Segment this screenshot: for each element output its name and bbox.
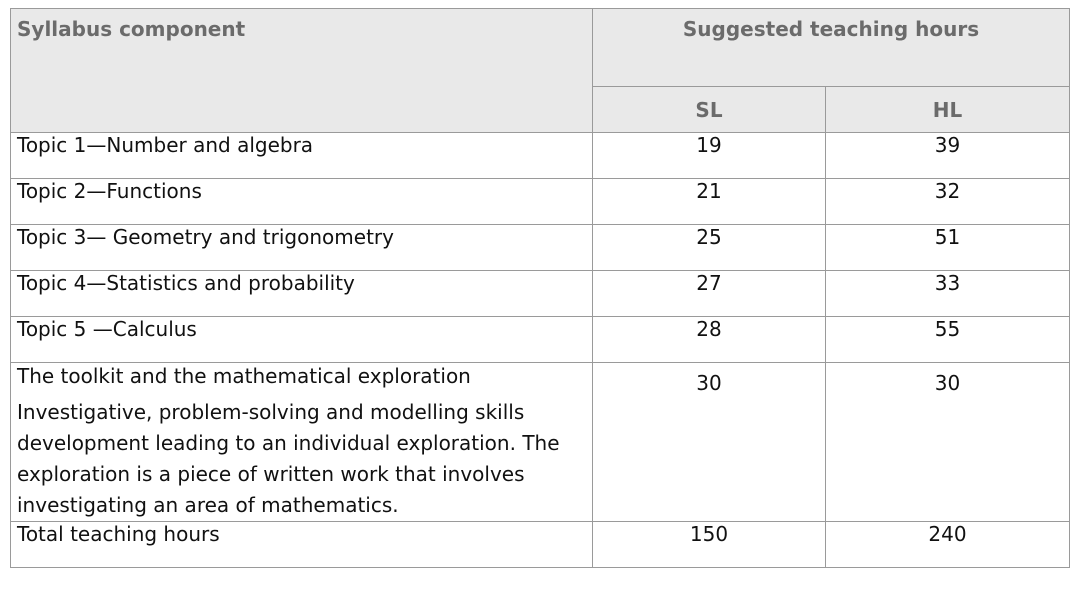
total-sl: 150 [593, 522, 826, 568]
sl-cell: 28 [593, 317, 826, 363]
table-row [11, 225, 1070, 271]
component-cell: Topic 3— Geometry and trigonometry [11, 225, 593, 271]
header-syllabus-component: Syllabus component [11, 9, 593, 133]
total-label: Total teaching hours [11, 522, 593, 568]
table-row [11, 133, 1070, 179]
hl-cell: 33 [826, 271, 1070, 317]
total-row [11, 522, 1070, 568]
hl-cell: 39 [826, 133, 1070, 179]
sl-cell: 19 [593, 133, 826, 179]
header-hl: HL [826, 87, 1070, 133]
component-cell: Topic 4—Statistics and probability [11, 271, 593, 317]
component-cell: Topic 2—Functions [11, 179, 593, 225]
sl-cell: 27 [593, 271, 826, 317]
hl-cell: 30 [826, 363, 1070, 522]
table-row [11, 271, 1070, 317]
component-title: The toolkit and the mathematical exploration [17, 364, 471, 388]
header-sl: SL [593, 87, 826, 133]
component-cell: Topic 1—Number and algebra [11, 133, 593, 179]
hl-cell: 32 [826, 179, 1070, 225]
header-suggested-hours: Suggested teaching hours [593, 9, 1070, 87]
sl-cell: 30 [593, 363, 826, 522]
component-cell [11, 363, 593, 522]
sl-cell: 25 [593, 225, 826, 271]
table-row [11, 317, 1070, 363]
hl-cell: 51 [826, 225, 1070, 271]
component-cell: Topic 5 —Calculus [11, 317, 593, 363]
table-row [11, 179, 1070, 225]
table-row [11, 363, 1070, 522]
total-hl: 240 [826, 522, 1070, 568]
hl-cell: 55 [826, 317, 1070, 363]
syllabus-table [10, 8, 1070, 568]
header-row [11, 9, 1070, 87]
sl-cell: 21 [593, 179, 826, 225]
component-description: Investigative, problem-solving and modelling skills development leading to an individual exploration. The exploration is a piece of written work that involves investigating an area of mathematics. [17, 400, 560, 517]
